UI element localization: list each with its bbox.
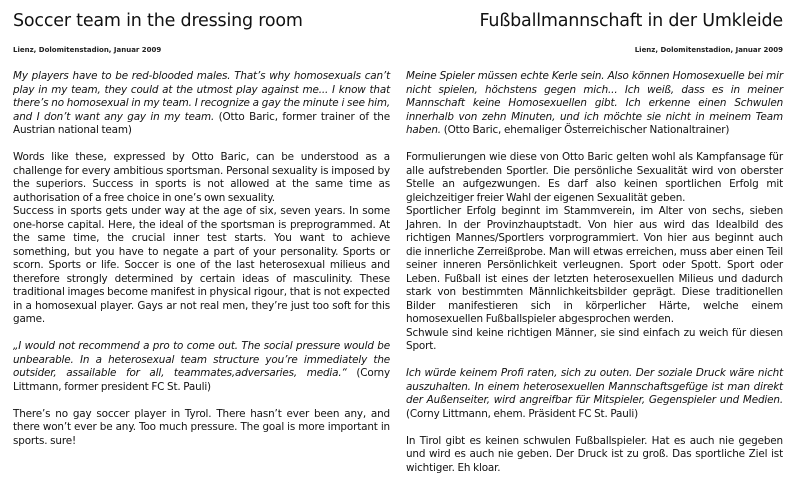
german-paragraph-3: In Tirol gibt es keinen schwulen Fußballspieler. Hat es auch nie gegeben und wird es auch nie geben. Der Druck ist zu groß. Das sportliche Ziel ist wichtiger. Eh kloar. xyxy=(406,434,783,474)
german-quote-baric-attribution: (Otto Baric, ehemaliger Österreichischer Nationaltrainer) xyxy=(443,124,730,136)
english-quote-littmann-text: „I would not recommend a pro to come out. The social pressure would be unbearable. In a heterosexual team structure you’re immediately the outsider, assailable for all, teammates,adversaries, media.“ xyxy=(13,340,390,379)
english-paragraph-2: Success in sports gets under way at the age of six, seven years. In some one-horse capital. Here, the ideal of the sportsman is preprogrammed. At the same time, the crucial inner test starts. You want to achieve something, but you have to negate a part of your personality. Sports or scorn. Sports or life. Soccer is one of the last heterosexual milieus and therefore strongly determined by certain ideas of masculinity. These traditional images become manifest in physical rigour, that is not expected in a homosexual player. Gays ar not real men, they’re just too soft for this game. xyxy=(13,205,390,325)
english-dateline: Lienz, Dolomitenstadion, Januar 2009 xyxy=(13,46,162,54)
german-quote-littmann-text: Ich würde keinem Profi raten, sich zu outen. Der soziale Druck wäre nicht auszuhalten. In einem heterosexuellen Mannschaftsgefüge ist man direkt der Außenseiter, wird angreifbar für Mitspieler, Gegenspieler und Medien. xyxy=(406,367,783,406)
german-paragraph-1: Formulierungen wie diese von Otto Baric gelten wohl als Kampfansage für alle aufstrebenden Sportler. Die persönliche Sexualität wird von oberster Stelle an aufgezwungen. Es darf also keinen sportlichen Erfolg mit gleichzeitiger freier Wahl der eigenen Sexualität geben. xyxy=(406,151,783,204)
english-quote-littmann-attribution: (Corny Littmann, former president FC St. Pauli) xyxy=(13,367,390,393)
english-column xyxy=(13,0,390,448)
german-paragraph-2b: Schwule sind keine richtigen Männer, sie sind einfach zu weich für diesen Sport. xyxy=(406,326,783,352)
english-quote-baric-text: My players have to be red-blooded males. That’s why homosexuals can’t play in my team, they could at the utmost play against me... I know that there’s no homosexual in my team. I recognize a gay the minute i see him, and I don’t want any gay in my team. xyxy=(13,70,390,123)
english-quote-baric xyxy=(13,70,390,138)
german-quote-littmann-attribution: (Corny Littmann, ehem. Präsident FC St. Pauli) xyxy=(406,407,639,420)
german-title: Fußballmannschaft in der Umkleide xyxy=(479,11,783,31)
german-body xyxy=(406,70,783,475)
english-quote-littmann xyxy=(13,340,390,394)
german-quote-baric-text: Meine Spieler müssen echte Kerle sein. Also können Homosexuelle bei mir nicht spielen, höchstens gegen mich... Ich weiß, dass es in meiner Mannschaft keine Homosexuellen gibt. Ich erkenne einen Schwulen innerhalb von zehn Minuten, und ich möchte sie nicht in meinem Team haben. xyxy=(406,70,783,136)
german-quote-baric xyxy=(406,70,783,138)
english-paragraph-1: Words like these, expressed by Otto Baric, can be understood as a challenge for every ambitious sportsman. Personal sexuality is imposed by the superiors. Success in sports is not allowed at the same time as authorisation of a free choice in one’s own sexuality. xyxy=(13,151,390,204)
german-column xyxy=(406,0,783,475)
english-paragraph-3: There’s no gay soccer player in Tyrol. There hasn’t ever been any, and there won’t ever be any. Too much pressure. The goal is more important in sports. sure! xyxy=(13,407,390,447)
english-title: Soccer team in the dressing room xyxy=(13,11,303,31)
german-quote-littmann xyxy=(406,367,783,421)
german-dateline: Lienz, Dolomitenstadion, Januar 2009 xyxy=(634,46,783,54)
english-body xyxy=(13,70,390,448)
english-quote-baric-attribution: (Otto Baric, former trainer of the Austrian national team) xyxy=(13,110,390,136)
german-paragraph-2: Sportlicher Erfolg beginnt im Stammverein, im Alter von sechs, sieben Jahren. In der Provinzhauptstadt. Von hier aus wird das Idealbild des richtigen Mannes/Sportlers vorprogrammiert. Von hier aus beginnt auch die innerliche Zerreißprobe. Man will etwas erreichen, muss aber einen Teil seiner inneren Persönlichkeit verleugnen. Sport oder Spott. Sport oder Leben. Fußball ist eines der letzten heterosexuellen Milieus und dadurch stark von bestimmten Männlichkeitsbilder geprägt. Diese traditionellen Bilder manifestieren sich in körperlicher Härte, welche einem homosexuellen Fußballspieler abgesprochen werden. xyxy=(406,205,783,325)
